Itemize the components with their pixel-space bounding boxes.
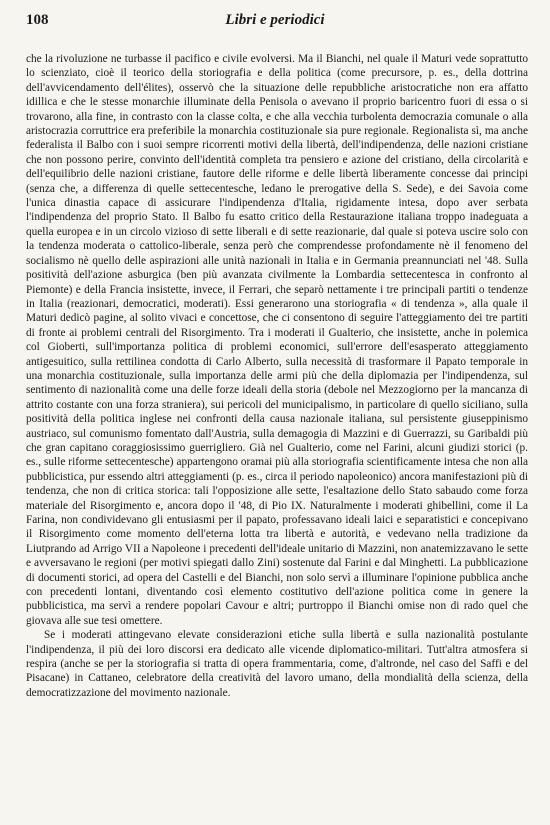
page-header	[26, 12, 524, 36]
body-text	[26, 52, 528, 815]
body-paragraph: Se i moderati attingevano elevate considerazioni etiche sulla libertà e sulla nazionalità postulante l'indipendenza, il più dei loro discorsi era dedicato alle vicende diplomatico-militari. Tutt'altra atmosfera si respira (anche se per la storiografia si tratta di opera frammentaria, come, d'altronde, nel caso del Saffi e del Pisacane) in Cattaneo, celebratore della creatività del lavoro umano, della mondialità della scienza, della democratizzazione del movimento nazionale.	[26, 629, 528, 699]
body-paragraph: che la rivoluzione ne turbasse il pacifico e civile evolversi. Ma il Bianchi, nel quale il Maturi vede soprattutto lo scienziato, cioè il teorico della storiografia e della politica (come precursore, p. es., della dottrina dell'avvicendamento dell'élites), osservò che la situazione delle repubbliche aristocratiche non era affatto idillica e che le stesse monarchie illuminate della Penisola o avevano il proprio baricentro fuori di essa o si trovarono, alla fine, in contrasto con la classe colta, e che alla vecchia turbolenta democrazia comunale o alla aristocrazia corruttrice era preferibile la monarchia costituzionale sia pure regionale. Regionalista sì, ma anche federalista il Balbo con i suoi sempre ricorrenti motivi della libertà, dell'indipendenza, delle nazioni cristiane che non possono perire, convinto dell'identità completa tra pensiero e azione del cristiano, della circolarità e dell'equilibrio delle nazioni cristiane, fautore delle riforme e delle libertà liberamente concesse dai principi (senza che, a differenza di quelle settecentesche, ledano le prerogative della S. Sede), e dei Savoia come l'unica dinastia capace di assicurare l'indipendenza d'Italia, rigidamente intesa, dopo aver serbata l'indipendenza del proprio Stato. Il Balbo fu esatto critico della Restaurazione italiana troppo inadeguata a quella europea e in un circolo vizioso di sette liberali e di sette reazionarie, dal quale si poteva uscire solo con la tendenza moderata o cattolico-liberale, senza però che comprendesse profondamente nè il fenomeno del socialismo nè quello delle aspirazioni alle unità nazionali in Italia e in Germania preannunciati nel '48. Sulla positività dell'azione asburgica (ben più avanzata civilmente la Lombardia settecentesca in confronto al Piemonte) e della Francia insistette, invece, il Ferrari, che separò nettamente i tre principali partiti o tendenze in Italia (reazionari, democratici, moderati). Essi generarono una storiografia « di tendenza », alla quale il Maturi dedicò pagine, al solito vivaci e concettose, che ci consentono di seguire l'atteggiamento dei tre partiti di fronte ai problemi centrali del Risorgimento. Tra i moderati il Gualterio, che insistette, anche in polemica col Gioberti, sull'importanza politica di problemi economici, sull'errore dell'esasperato atteggiamento antigesuitico, sulla rettilinea condotta di Carlo Alberto, sulla necessità di trasformare il Papato temporale in una monarchia costituzionale, sulla importanza delle armi più che della diplomazia per l'indipendenza, sul sentimento di nazionalità come una delle forze ideali della storia (debole nel Mezzogiorno per la mancanza di attrito costante con una forza straniera), sui pericoli del municipalismo, in particolare di quello siciliano, sulla positività della politica inglese nei confronti della causa nazionale italiana, sul persistente giuseppinismo austriaco, sul comunismo fomentato dall'Austria, sulla demagogia di Mazzini e di Guerrazzi, su Garibaldi più che gran capitano coraggiosissimo guerrigliero. Già nel Gualterio, come nel Farini, alcuni giudizi storici (p. es., sulle riforme settecentesche) appartengono oramai più alla storiografia scientificamente intesa che non alla pubblicistica, pur essendo altri atteggiamenti (p. es., circa il periodo napoleonico) ancora manifestazioni più di tendenza, che non di critica storica: tali l'opposizione alle sette, l'esaltazione dello Stato sabaudo come forza materiale del Risorgimento e, ancora dopo il '48, di Pio IX. Naturalmente i moderati ghibellini, come il La Farina, non condividevano gli entusiasmi per il papato, professavano ideali laici e separatistici e concepivano il Risorgimento come momento dell'eterna lotta tra libertà e autorità, e vedevano nella tradizione da Liutprando ad Arrigo VII a Napoleone i precedenti dell'ideale unitario di Mazzini, non anatemizzavano le sette e avversavano le regioni (per motivi spiegati dallo Zini) sostenute dal Farini e dal Minghetti. La pubblicazione di documenti storici, ad opera del Castelli e del Bianchi, non solo servì a illuminare l'opinione pubblica anche con precedenti lontani, diventando così elemento costitutivo dell'azione politica come in genere la pubblicistica, ma servì a rendere popolari Cavour e altri; purtroppo il Bianchi omise non di rado quel che giovava alle sue tesi omettere.	[26, 53, 528, 627]
page-number: 108	[26, 12, 49, 28]
running-head: Libri e periodici	[225, 12, 325, 28]
